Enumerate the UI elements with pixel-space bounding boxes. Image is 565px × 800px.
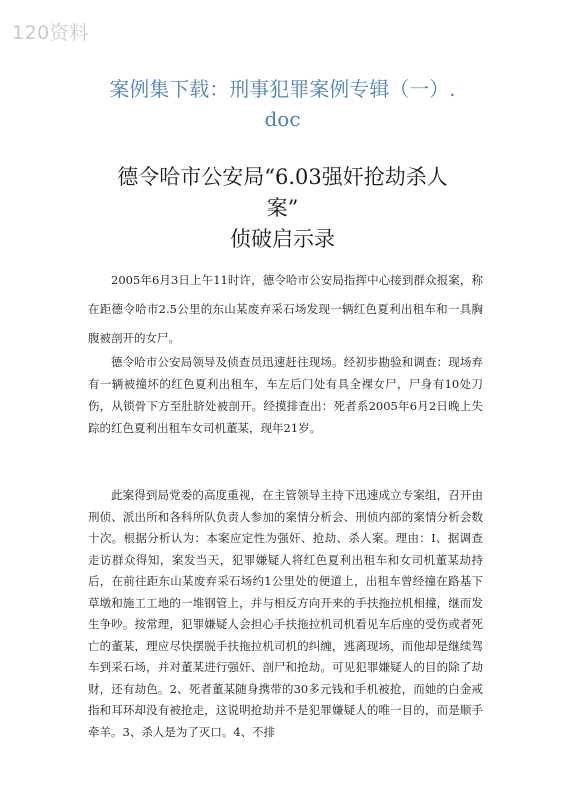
- watermark: 120资料: [12, 22, 89, 44]
- paragraph-scene: 德令哈市公安局领导及侦查员迅速赶往现场。经初步勘验和调查：现场弃有一辆被撞坏的红色夏利出租车，车左后门处有具全裸女尸，尸身有10处刀伤，从锁骨下方至肚脐处被剖开。经摸排查出：死者系2005年6月2日晚上失踪的红色夏利出租车女司机董某，现年21岁。: [88, 355, 483, 435]
- case-title-line-3: 侦破启示录: [230, 227, 335, 251]
- case-title-line-2: 案”: [266, 196, 299, 220]
- document-title: [40, 74, 525, 134]
- paragraph-analysis: 此案得到局党委的高度重视，在主管领导主持下迅速成立专案组，召开由刑侦、派出所和各科所队负责人参加的案情分析会、刑侦内部的案情分析会数十次。根据分析认为：本案应定性为强奸、抢劫、杀人案。理由：Ⅰ、据调查走访群众得知，案发当天，犯罪嫌疑人将红色夏利出租车和女司机董某劫持后，在前往距东山某废弃采石场约1公里处的便道上，出租车曾经撞在路基下草墩和施工工地的一堆钢管上，并与相反方向开来的手扶拖拉机相撞，继而发生争吵。按常理，犯罪嫌疑人会担心手扶拖拉机司机看见车后座的受伤或者死亡的董某，理应尽快摆脱手扶拖拉机司机的纠缠，逃离现场，而他却是继续驾车到采石场，并对董某进行强奸、剖尸和抢劫。可见犯罪嫌疑人的目的除了劫财，还有劫色。2、死者董某随身携带的30多元钱和手机被抢，而她的白金戒指和耳环却没有被抢走，这说明抢劫并不是犯罪嫌疑人的唯一目的，而是顺手牵羊。3、杀人是为了灭口。4、不排: [88, 488, 483, 739]
- case-title: [40, 162, 525, 255]
- case-title-line-1: 德令哈市公安局“6.03强奸抢劫杀人: [117, 165, 448, 189]
- paragraph-report: 2005年6月3日上午11时许，德令哈市公安局指挥中心接到群众报案，称在距德令哈市2.5公里的东山某废弃采石场发现一辆红色夏利出租车和一具胸腹被剖开的女尸。: [88, 273, 483, 345]
- document-title-line-1: 案例集下载：刑事犯罪案例专辑（一）.: [109, 77, 456, 101]
- document-title-line-2: doc: [264, 107, 301, 131]
